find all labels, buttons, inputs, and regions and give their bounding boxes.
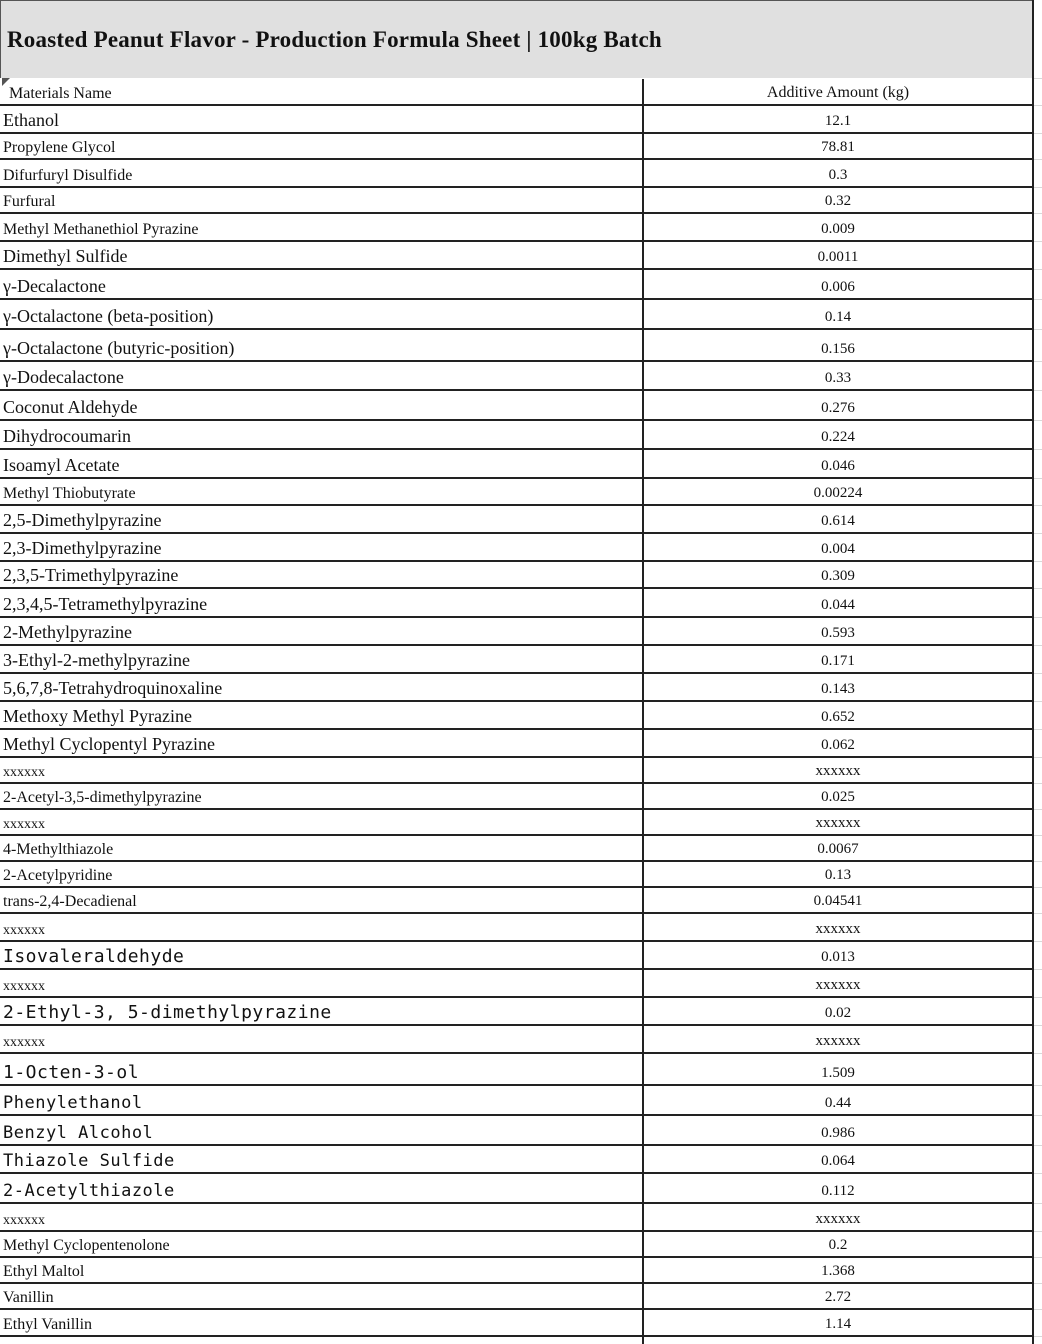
table-row: [0, 242, 1033, 270]
table-row: [0, 1146, 1033, 1174]
material-name-cell: Thiazole Sulfide: [3, 1151, 175, 1171]
material-name-cell: xxxxxx: [3, 1035, 45, 1050]
grid-line: [1034, 1283, 1042, 1284]
table-row: [0, 888, 1033, 914]
material-name-cell: xxxxxx: [3, 817, 45, 832]
table-row: [0, 1174, 1033, 1204]
table-row: [0, 391, 1033, 421]
additive-amount-cell: 0.064: [821, 1153, 855, 1169]
table-row: [0, 702, 1033, 730]
material-name-cell: Ethyl Maltol: [3, 1263, 85, 1280]
table-row: [0, 998, 1033, 1026]
additive-amount-cell: 0.224: [821, 429, 855, 445]
additive-amount-cell: 0.062: [821, 737, 855, 753]
grid-line: [1034, 133, 1042, 134]
material-name-cell: xxxxxx: [3, 979, 45, 994]
material-name-cell: 4-Methylthiazole: [3, 841, 114, 858]
grid-line: [1034, 809, 1042, 810]
additive-amount-cell: 0.986: [821, 1125, 855, 1141]
grid-line: [1034, 1336, 1042, 1337]
additive-amount-cell: 0.143: [821, 681, 855, 697]
grid-line: [1034, 588, 1042, 589]
table-row: [0, 450, 1033, 479]
additive-amount-cell: 0.044: [821, 597, 855, 613]
table-row: [0, 362, 1033, 391]
material-name-cell: Difurfuryl Disulfide: [3, 167, 133, 184]
material-name-cell: 2-Acetyl-3,5-dimethylpyrazine: [3, 789, 202, 806]
material-name-cell: Furfural: [3, 193, 56, 210]
additive-amount-cell: 0.276: [821, 400, 855, 416]
grid-line: [1034, 913, 1042, 914]
table-row: [0, 589, 1033, 618]
table-row: [0, 784, 1033, 810]
additive-amount-cell: 0.652: [821, 709, 855, 725]
grid-line: [1034, 645, 1042, 646]
additive-amount-cell: 0.0011: [817, 249, 859, 265]
additive-amount-cell: 78.81: [821, 139, 855, 155]
material-name-cell: xxxxxx: [3, 1213, 45, 1228]
grid-line: [1034, 861, 1042, 862]
column-header-amount: Additive Amount (kg): [766, 84, 910, 101]
grid-line: [1034, 997, 1042, 998]
grid-line: [1034, 213, 1042, 214]
material-name-cell: 2-Methylpyrazine: [3, 622, 132, 642]
material-name-cell: Isoamyl Acetate: [3, 455, 120, 475]
table-row: [0, 1232, 1033, 1258]
grid-line: [1034, 361, 1042, 362]
additive-amount-cell: 0.3: [828, 167, 848, 183]
table-row: [0, 810, 1033, 836]
grid-line: [1034, 969, 1042, 970]
grid-line: [1034, 1115, 1042, 1116]
table-row: [0, 1116, 1033, 1146]
material-name-cell: 2,5-Dimethylpyrazine: [3, 510, 162, 530]
material-name-cell: 2,3,5-Trimethylpyrazine: [3, 565, 179, 585]
grid-line: [1034, 105, 1042, 106]
grid-line: [1034, 241, 1042, 242]
grid-line: [1034, 783, 1042, 784]
table-row: [0, 942, 1033, 970]
table-row: [0, 618, 1033, 646]
grid-line: [1034, 1231, 1042, 1232]
table-row: [0, 562, 1033, 589]
additive-amount-cell: 2.72: [824, 1289, 852, 1305]
table-row: [0, 106, 1033, 134]
material-name-cell: γ-Decalactone: [3, 276, 106, 296]
material-name-cell: Vanillin: [3, 1289, 54, 1306]
grid-line: [1034, 673, 1042, 674]
grid-line: [1034, 78, 1042, 79]
table-row: [0, 300, 1033, 330]
additive-amount-cell: 0.0067: [817, 841, 859, 857]
table-row: [0, 730, 1033, 758]
additive-amount-cell: xxxxxx: [815, 815, 861, 831]
table-row: [0, 1026, 1033, 1054]
additive-amount-cell: 0.025: [821, 789, 855, 805]
title-bar: [0, 0, 1033, 78]
grid-line: [1034, 299, 1042, 300]
material-name-cell: γ-Dodecalactone: [3, 367, 124, 387]
grid-line: [1034, 533, 1042, 534]
material-name-cell: γ-Octalactone (butyric-position): [3, 338, 235, 358]
additive-amount-cell: xxxxxx: [815, 1033, 861, 1049]
additive-amount-cell: 0.309: [821, 568, 855, 584]
grid-line: [1034, 390, 1042, 391]
sheet-title: Roasted Peanut Flavor - Production Formula Sheet | 100kg Batch: [7, 27, 662, 52]
table-row: [0, 914, 1033, 942]
table-row: [0, 160, 1033, 188]
grid-line: [1034, 1025, 1042, 1026]
table-row: [0, 674, 1033, 702]
material-name-cell: 2,3,4,5-Tetramethylpyrazine: [3, 594, 208, 614]
additive-amount-cell: 1.14: [824, 1316, 852, 1332]
material-name-cell: Methyl Thiobutyrate: [3, 485, 136, 502]
table-row: [0, 836, 1033, 862]
additive-amount-cell: 0.04541: [813, 893, 863, 909]
table-row: [0, 758, 1033, 784]
additive-amount-cell: 0.614: [821, 513, 855, 529]
grid-line: [1034, 478, 1042, 479]
additive-amount-cell: 0.171: [821, 653, 855, 669]
additive-amount-cell: 0.013: [821, 949, 855, 965]
material-name-cell: Dihydrocoumarin: [3, 426, 131, 446]
additive-amount-cell: 0.13: [824, 867, 852, 883]
table-row: [0, 534, 1033, 562]
grid-line: [1034, 561, 1042, 562]
grid-line: [1034, 187, 1042, 188]
grid-line: [1034, 729, 1042, 730]
additive-amount-cell: xxxxxx: [815, 1211, 861, 1227]
additive-amount-cell: 0.00224: [813, 485, 863, 501]
material-name-cell: Methyl Cyclopentyl Pyrazine: [3, 734, 215, 754]
additive-amount-cell: 0.046: [821, 458, 855, 474]
table-row: [0, 1310, 1033, 1337]
material-name-cell: Isovaleraldehyde: [3, 946, 185, 967]
table-row: [0, 1086, 1033, 1116]
material-name-cell: Ethyl Vanillin: [3, 1316, 93, 1333]
material-name-cell: 2,3-Dimethylpyrazine: [3, 538, 162, 558]
table-row: [0, 270, 1033, 300]
grid-line: [1034, 449, 1042, 450]
table-row: [0, 188, 1033, 214]
material-name-cell: xxxxxx: [3, 923, 45, 938]
table-row: [0, 970, 1033, 998]
table-row: [0, 421, 1033, 450]
material-name-cell: trans-2,4-Decadienal: [3, 893, 137, 910]
additive-amount-cell: 0.44: [824, 1095, 852, 1111]
table-row: [0, 862, 1033, 888]
table-header-row: [0, 79, 1033, 106]
material-name-cell: Phenylethanol: [3, 1093, 143, 1113]
material-name-cell: 3-Ethyl-2-methylpyrazine: [3, 650, 190, 670]
column-divider: [642, 79, 644, 1344]
grid-line: [1034, 701, 1042, 702]
material-name-cell: 2-Ethyl-3, 5-dimethylpyrazine: [3, 1002, 332, 1023]
additive-amount-cell: xxxxxx: [815, 921, 861, 937]
grid-line: [1034, 1173, 1042, 1174]
additive-amount-cell: 0.32: [824, 193, 852, 209]
additive-amount-cell: 0.112: [821, 1183, 855, 1199]
additive-amount-cell: 1.509: [821, 1065, 855, 1081]
table-row: [0, 330, 1033, 362]
table-row: [0, 646, 1033, 674]
additive-amount-cell: 0.2: [828, 1237, 848, 1253]
material-name-cell: Benzyl Alcohol: [3, 1123, 154, 1143]
grid-line: [1034, 757, 1042, 758]
grid-line: [1034, 617, 1042, 618]
table-row: [0, 1284, 1033, 1310]
table-row: [0, 1204, 1033, 1232]
grid-line: [1034, 1257, 1042, 1258]
additive-amount-cell: 0.006: [821, 279, 855, 295]
grid-line: [1034, 835, 1042, 836]
additive-amount-cell: 0.004: [821, 541, 855, 557]
table-row: [0, 506, 1033, 534]
grid-line: [1034, 420, 1042, 421]
grid-line: [1034, 1203, 1042, 1204]
grid-line: [1034, 941, 1042, 942]
material-name-cell: Dimethyl Sulfide: [3, 246, 128, 266]
adjacent-grid-lines: [1034, 0, 1042, 1344]
material-name-cell: 2-Acetylpyridine: [3, 867, 113, 884]
grid-line: [1034, 1085, 1042, 1086]
material-name-cell: Coconut Aldehyde: [3, 397, 138, 417]
grid-line: [1034, 1145, 1042, 1146]
additive-amount-cell: 12.1: [824, 113, 852, 129]
additive-amount-cell: 0.02: [824, 1005, 852, 1021]
additive-amount-cell: 1.368: [821, 1263, 855, 1279]
material-name-cell: Ethanol: [3, 110, 59, 130]
material-name-cell: 1-Octen-3-ol: [3, 1062, 140, 1083]
material-name-cell: xxxxxx: [3, 765, 45, 780]
material-name-cell: Methyl Cyclopentenolone: [3, 1237, 170, 1254]
additive-amount-cell: xxxxxx: [815, 763, 861, 779]
grid-line: [1034, 505, 1042, 506]
material-name-cell: 2-Acetylthiazole: [3, 1181, 175, 1201]
table-row: [0, 1054, 1033, 1086]
grid-line: [1034, 1053, 1042, 1054]
additive-amount-cell: 0.14: [824, 309, 852, 325]
grid-line: [1034, 1309, 1042, 1310]
material-name-cell: γ-Octalactone (beta-position): [3, 306, 214, 326]
material-name-cell: Methyl Methanethiol Pyrazine: [3, 221, 199, 238]
material-name-cell: 5,6,7,8-Tetrahydroquinoxaline: [3, 678, 223, 698]
table-row: [0, 1258, 1033, 1284]
table-row: [0, 479, 1033, 506]
additive-amount-cell: 0.593: [821, 625, 855, 641]
table-row: [0, 214, 1033, 242]
table-row: [0, 134, 1033, 160]
grid-line: [1034, 887, 1042, 888]
grid-line: [1034, 269, 1042, 270]
grid-line: [1034, 329, 1042, 330]
column-header-name: Materials Name: [9, 85, 112, 102]
material-name-cell: Methoxy Methyl Pyrazine: [3, 706, 192, 726]
additive-amount-cell: 0.33: [824, 370, 852, 386]
additive-amount-cell: 0.156: [821, 341, 855, 357]
additive-amount-cell: 0.009: [821, 221, 855, 237]
grid-line: [1034, 159, 1042, 160]
material-name-cell: Propylene Glycol: [3, 139, 116, 156]
additive-amount-cell: xxxxxx: [815, 977, 861, 993]
